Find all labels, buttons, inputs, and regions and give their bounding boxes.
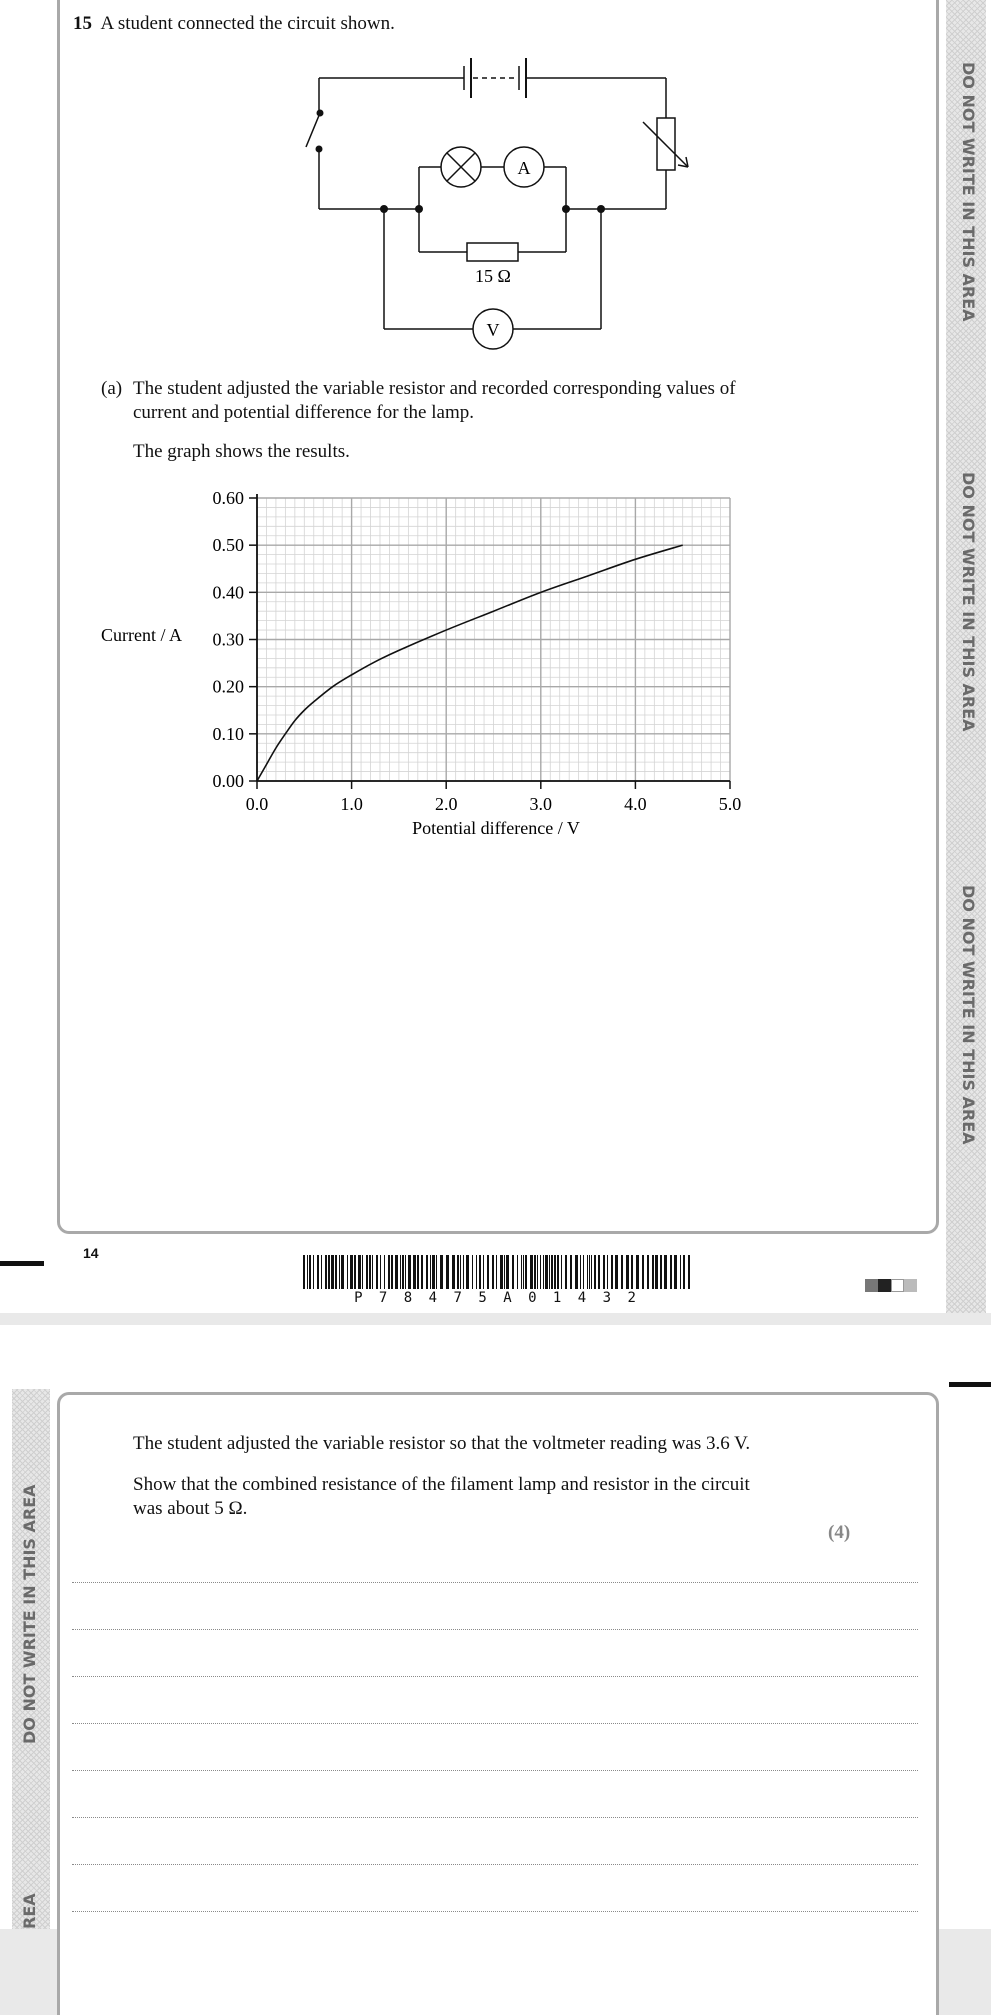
barcode-bar: [664, 1255, 667, 1289]
barcode-bar: [421, 1255, 423, 1289]
barcode-bar: [362, 1255, 363, 1289]
barcode-bar: [388, 1255, 390, 1289]
barcode-bar: [545, 1255, 548, 1289]
y-tick-label: 0.30: [212, 629, 244, 650]
margin-warning-1: DO NOT WRITE IN THIS AREA: [959, 62, 978, 322]
barcode: [303, 1255, 691, 1291]
x-tick-label: 4.0: [624, 794, 647, 814]
barcode-bar: [487, 1255, 489, 1289]
barcode-bar: [335, 1255, 337, 1289]
barcode-bar: [591, 1255, 592, 1289]
barcode-bar: [642, 1255, 644, 1289]
part-a-label: (a): [101, 378, 123, 399]
barcode-bar: [517, 1255, 518, 1289]
barcode-bar: [321, 1255, 322, 1289]
x-tick-label: 1.0: [340, 794, 363, 814]
resistor-label: 15 Ω: [475, 266, 511, 286]
page-number: 14: [83, 1245, 99, 1261]
barcode-bar: [366, 1255, 368, 1289]
barcode-bar: [402, 1255, 404, 1289]
barcode-bar: [350, 1255, 353, 1289]
barcode-bar: [405, 1255, 406, 1289]
barcode-bar: [674, 1255, 677, 1289]
barcode-bar: [358, 1255, 361, 1289]
answer-line[interactable]: [72, 1629, 918, 1630]
barcode-bar: [537, 1255, 538, 1289]
barcode-bar: [652, 1255, 654, 1289]
answer-line[interactable]: [72, 1911, 918, 1912]
barcode-bar: [492, 1255, 494, 1289]
barcode-bar: [331, 1255, 334, 1289]
answer-line[interactable]: [72, 1582, 918, 1583]
part-a-line1: The student adjusted the variable resistor and recorded corresponding values of: [133, 378, 736, 399]
barcode-bar: [463, 1255, 464, 1289]
barcode-bar: [621, 1255, 623, 1289]
y-tick-label: 0.50: [212, 535, 244, 556]
barcode-bar: [354, 1255, 356, 1289]
barcode-bar: [680, 1255, 681, 1289]
barcode-bar: [647, 1255, 649, 1289]
barcode-bar: [400, 1255, 401, 1289]
answer-line[interactable]: [72, 1864, 918, 1865]
barcode-bar: [466, 1255, 469, 1289]
barcode-bar: [440, 1255, 443, 1289]
barcode-bar: [452, 1255, 455, 1289]
barcode-bar: [589, 1255, 590, 1289]
barcode-bar: [384, 1255, 385, 1289]
y-axis-label: Current / A: [101, 625, 182, 645]
x-axis-label: Potential difference / V: [412, 818, 580, 838]
barcode-bar: [530, 1255, 533, 1289]
barcode-bar: [670, 1255, 672, 1289]
barcode-bar: [341, 1255, 344, 1289]
x-tick-label: 0.0: [245, 794, 269, 814]
page-marker-squares: [865, 1279, 917, 1292]
barcode-bar: [540, 1255, 541, 1289]
barcode-bar: [626, 1255, 629, 1289]
barcode-bar: [512, 1255, 514, 1289]
barcode-bar: [408, 1255, 411, 1289]
barcode-bar: [603, 1255, 605, 1289]
followup-line1: The student adjusted the variable resistor so that the voltmeter reading was 3.6 V.: [133, 1433, 751, 1454]
barcode-bar: [594, 1255, 596, 1289]
answer-line[interactable]: [72, 1676, 918, 1677]
barcode-bar: [307, 1255, 308, 1289]
barcode-text: P 7 8 4 7 5 A 0 1 4 3 2: [354, 1290, 640, 1306]
question-number: 15: [73, 13, 92, 34]
barcode-bar: [615, 1255, 618, 1289]
barcode-bar: [376, 1255, 378, 1289]
barcode-bar: [325, 1255, 327, 1289]
margin-warning-5: REA: [20, 1893, 39, 1929]
barcode-bar: [313, 1255, 314, 1289]
footer-black-bar: [0, 1261, 44, 1266]
barcode-bar: [570, 1255, 572, 1289]
barcode-bar: [504, 1255, 505, 1289]
followup-line2: Show that the combined resistance of the filament lamp and resistor in the circuit: [133, 1474, 750, 1495]
answer-line[interactable]: [72, 1770, 918, 1771]
barcode-bar: [430, 1255, 431, 1289]
header-black-bar: [949, 1382, 991, 1387]
barcode-bar: [580, 1255, 581, 1289]
margin-warning-4: DO NOT WRITE IN THIS AREA: [20, 1484, 39, 1744]
part-a-line2: current and potential difference for the lamp.: [133, 402, 474, 423]
barcode-bar: [303, 1255, 305, 1289]
barcode-bar: [391, 1255, 393, 1289]
exam-page-15: [0, 1325, 991, 1929]
barcode-bar: [525, 1255, 527, 1289]
barcode-bar: [598, 1255, 600, 1289]
barcode-bar: [543, 1255, 544, 1289]
ammeter-label: A: [517, 158, 531, 178]
barcode-bar: [611, 1255, 613, 1289]
y-tick-label: 0.10: [212, 723, 244, 744]
barcode-bar: [369, 1255, 371, 1289]
answer-line[interactable]: [72, 1817, 918, 1818]
barcode-bar: [500, 1255, 503, 1289]
barcode-bar: [631, 1255, 633, 1289]
barcode-bar: [339, 1255, 340, 1289]
barcode-bar: [309, 1255, 311, 1289]
margin-warning-2: DO NOT WRITE IN THIS AREA: [959, 472, 978, 732]
barcode-bar: [496, 1255, 497, 1289]
barcode-bar: [655, 1255, 658, 1289]
barcode-bar: [688, 1255, 690, 1289]
barcode-bar: [521, 1255, 522, 1289]
barcode-bar: [436, 1255, 437, 1289]
barcode-bar: [607, 1255, 608, 1289]
barcode-bar: [554, 1255, 556, 1289]
barcode-bar: [551, 1255, 553, 1289]
barcode-bar: [557, 1255, 559, 1289]
barcode-bar: [636, 1255, 639, 1289]
graph-intro: The graph shows the results.: [133, 441, 350, 462]
barcode-bar: [328, 1255, 330, 1289]
barcode-bar: [446, 1255, 449, 1289]
barcode-bar: [534, 1255, 536, 1289]
x-tick-label: 5.0: [718, 794, 742, 814]
barcode-bar: [561, 1255, 562, 1289]
current-pd-graph: [0, 470, 991, 850]
barcode-bar: [483, 1255, 484, 1289]
barcode-bar: [549, 1255, 550, 1289]
y-tick-label: 0.20: [212, 676, 244, 697]
barcode-bar: [476, 1255, 477, 1289]
barcode-bar: [432, 1255, 435, 1289]
followup-line3: was about 5 Ω.: [133, 1498, 248, 1519]
barcode-bar: [372, 1255, 373, 1289]
barcode-bar: [380, 1255, 381, 1289]
marks-allocation: (4): [828, 1522, 851, 1543]
x-tick-label: 3.0: [529, 794, 553, 814]
barcode-bar: [417, 1255, 419, 1289]
circuit-diagram: [0, 0, 991, 350]
voltmeter-label: V: [486, 320, 500, 340]
answer-line[interactable]: [72, 1723, 918, 1724]
barcode-bar: [395, 1255, 398, 1289]
barcode-bar: [479, 1255, 481, 1289]
barcode-bar: [660, 1255, 662, 1289]
series-line-lamp: [257, 545, 683, 781]
x-tick-label: 2.0: [434, 794, 458, 814]
barcode-bar: [575, 1255, 578, 1289]
margin-warning-3: DO NOT WRITE IN THIS AREA: [959, 885, 978, 1145]
barcode-bar: [413, 1255, 416, 1289]
data-series: [257, 545, 683, 781]
y-tick-label: 0.00: [212, 771, 244, 791]
barcode-bar: [683, 1255, 685, 1289]
barcode-bar: [587, 1255, 588, 1289]
barcode-bar: [583, 1255, 584, 1289]
barcode-bar: [317, 1255, 319, 1289]
barcode-bar: [460, 1255, 461, 1289]
y-tick-label: 0.40: [212, 582, 244, 603]
question-intro: A student connected the circuit shown.: [100, 13, 395, 34]
barcode-bar: [347, 1255, 348, 1289]
barcode-bar: [472, 1255, 473, 1289]
barcode-bar: [457, 1255, 459, 1289]
barcode-bar: [426, 1255, 428, 1289]
ticks: [213, 488, 742, 814]
y-tick-label: 0.60: [212, 488, 244, 508]
barcode-bar: [506, 1255, 509, 1289]
barcode-bar: [565, 1255, 567, 1289]
barcode-bar: [523, 1255, 524, 1289]
